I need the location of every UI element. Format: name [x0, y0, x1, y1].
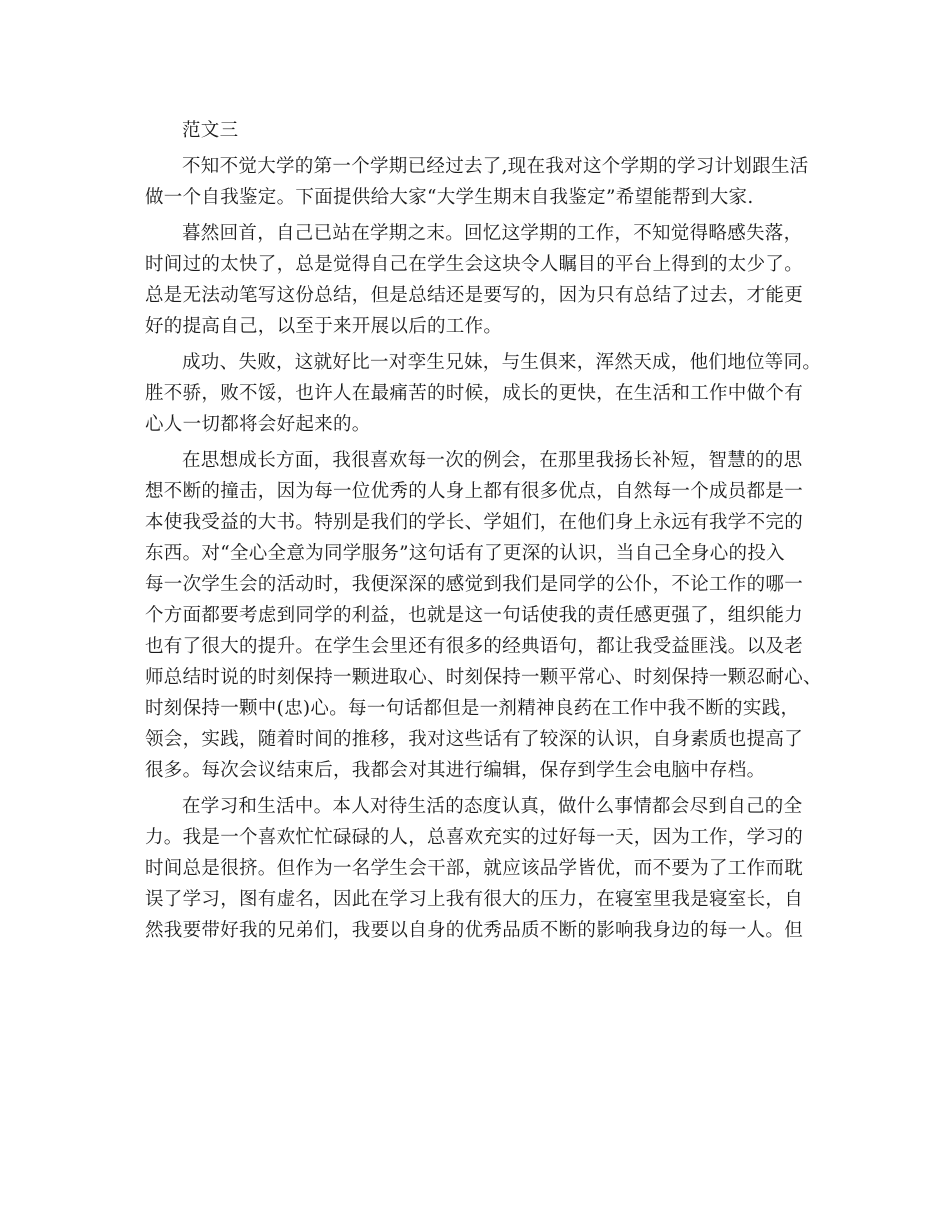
- paragraph-line: 不知不觉大学的第一个学期已经过去了,现在我对这个学期的学习计划跟生活: [182, 156, 809, 177]
- paragraph-list: [145, 151, 822, 946]
- paragraph-line: 时间过的太快了，总是觉得自己在学生会这块令人瞩目的平台上得到的太少了。: [145, 254, 804, 275]
- paragraph-line: 成功、失败，这就好比一对孪生兄妹，与生俱来，浑然天成，他们地位等同。: [182, 352, 822, 373]
- paragraph-line: 误了学习，图有虚名，因此在学习上我有很大的压力，在寝室里我是寝室长，自: [145, 889, 804, 910]
- paragraph-line: 心人一切都将会好起来的。: [145, 414, 371, 435]
- document-body: [145, 115, 822, 946]
- paragraph-line: 在学习和生活中。本人对待生活的态度认真，做什么事情都会尽到自己的全: [182, 796, 803, 817]
- paragraph-line: 然我要带好我的兄弟们，我要以自身的优秀品质不断的影响我身边的每一人。但: [145, 920, 804, 941]
- paragraph-line: 个方面都要考虑到同学的利益，也就是这一句话使我的责任感更强了，组织能力: [145, 605, 804, 626]
- paragraph-line: 想不断的撞击，因为每一位优秀的人身上都有很多优点，自然每一个成员都是一: [145, 481, 804, 502]
- paragraph-line: 本使我受益的大书。特别是我们的学长、学姐们，在他们身上永远有我学不完的: [145, 512, 804, 533]
- paragraph-line: 好的提高自己，以至于来开展以后的工作。: [145, 316, 503, 337]
- paragraph-line: 在思想成长方面，我很喜欢每一次的例会，在那里我扬长补短，智慧的的思: [182, 450, 803, 471]
- paragraph-line: 力。我是一个喜欢忙忙碌碌的人，总喜欢充实的过好每一天，因为工作，学习的: [145, 827, 804, 848]
- paragraph-line: 也有了很大的提升。在学生会里还有很多的经典语句，都让我受益匪浅。以及老: [145, 636, 804, 657]
- paragraph-line: 总是无法动笔写这份总结，但是总结还是要写的，因为只有总结了过去，才能更: [145, 285, 804, 306]
- paragraph-line: 时间总是很挤。但作为一名学生会干部，就应该品学皆优，而不要为了工作而耽: [145, 858, 804, 879]
- paragraph-line: 师总结时说的时刻保持一颗进取心、时刻保持一颗平常心、时刻保持一颗忍耐心、: [145, 667, 822, 688]
- paragraph: [145, 151, 809, 213]
- paragraph: [145, 791, 805, 946]
- paragraph: [145, 347, 822, 440]
- paragraph-line: 做一个自我鉴定。下面提供给大家“大学生期末自我鉴定”希望能帮到大家.: [145, 187, 754, 208]
- paragraph-line: 胜不骄，败不馁，也许人在最痛苦的时候，成长的更快，在生活和工作中做个有: [145, 383, 804, 404]
- paragraph: [145, 445, 822, 786]
- paragraph-line: 很多。每次会议结束后，我都会对其进行编辑，保存到学生会电脑中存档。: [145, 760, 766, 781]
- paragraph-line: 东西。对“全心全意为同学服务”这句话有了更深的认识，当自己全身心的投入: [145, 543, 785, 564]
- paragraph: [145, 218, 805, 342]
- paragraph-line: 时刻保持一颗中(忠)心。每一句话都但是一剂精神良药在工作中我不断的实践，: [145, 698, 800, 719]
- document-heading: 范文三: [182, 120, 239, 141]
- paragraph-line: 暮然回首，自己已站在学期之末。回忆这学期的工作，不知觉得略感失落，: [182, 223, 803, 244]
- paragraph-line: 每一次学生会的活动时，我便深深的感觉到我们是同学的公仆，不论工作的哪一: [145, 574, 804, 595]
- paragraph-line: 领会，实践，随着时间的推移，我对这些话有了较深的认识，自身素质也提高了: [145, 729, 804, 750]
